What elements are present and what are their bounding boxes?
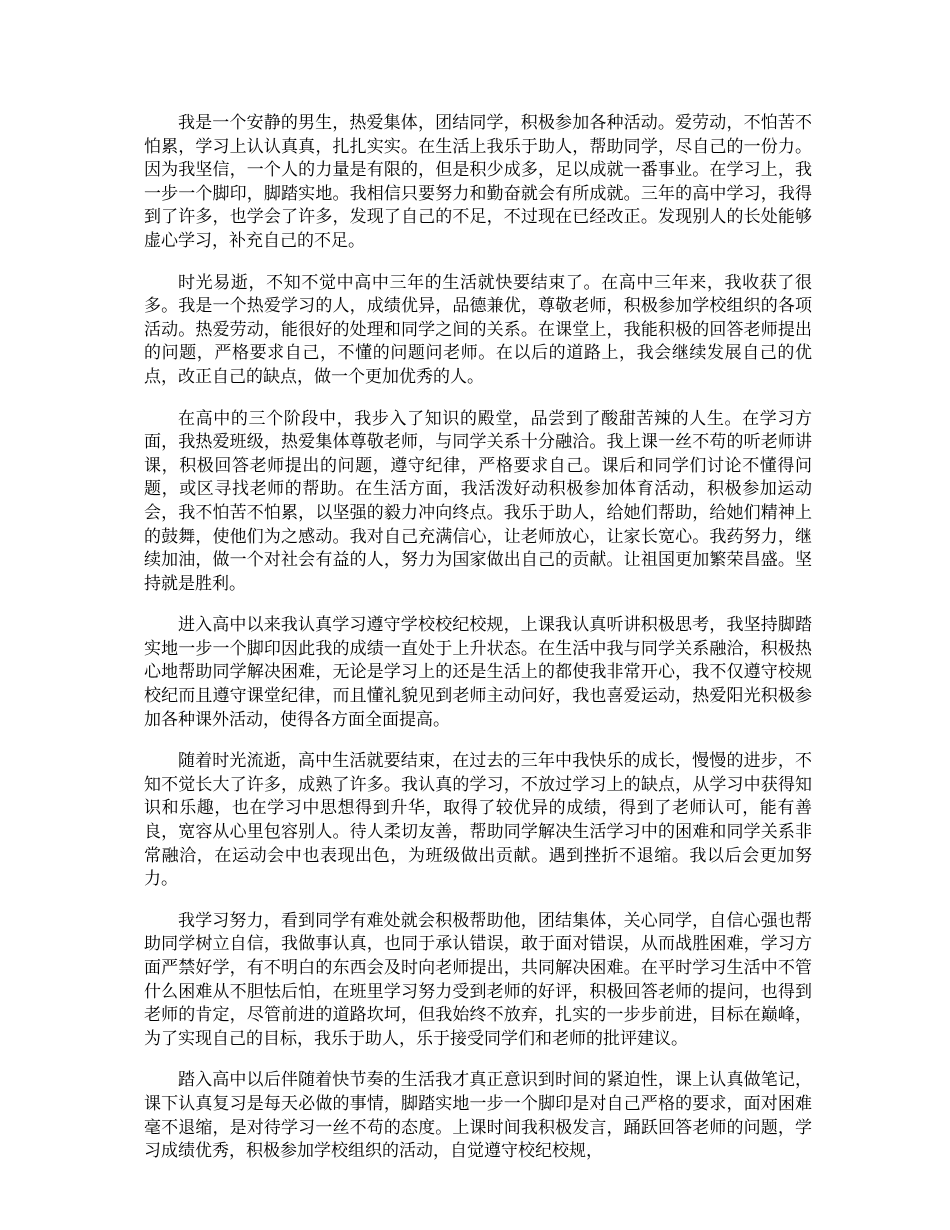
paragraph: 进入高中以来我认真学习遵守学校校纪校规，上课我认真听讲积极思考，我坚持脚踏实地一步一个脚印因此我的成绩一直处于上升状态。在生活中我与同学关系融洽，积极热心地帮助同学解决困难，无论是学习上的还是生活上的都使我非常开心，我不仅遵守校规校纪而且遵守课堂纪律，而且懂礼貌见到老师主动问好，我也喜爱运动，热爱阳光积极参加各种课外活动，使得各方面全面提高。 — [144, 615, 812, 730]
paragraph: 我学习努力，看到同学有难处就会积极帮助他，团结集体，关心同学，自信心强也帮助同学树立自信，我做事认真，也同于承认错误，敢于面对错误，从而战胜困难，学习方面严禁好学，有不明白的东西会及时向老师提出，共同解决困难。在平时学习生活中不管什么困难从不胆怯后怕，在班里学习努力受到老师的好评，积极回答老师的提问，也得到老师的肯定，尽管前进的道路坎坷，但我始终不放弃，扎实的一步步前进，目标在巅峰，为了实现自己的目标，我乐于助人，乐于接受同学们和老师的批评建议。 — [144, 910, 812, 1049]
paragraph: 时光易逝，不知不觉中高中三年的生活就快要结束了。在高中三年来，我收获了很多。我是一个热爱学习的人，成绩优异，品德兼优，尊敬老师，积极参加学校组织的各项活动。热爱劳动，能很好的处理和同学之间的关系。在课堂上，我能积极的回答老师提出的问题，严格要求自己，不懂的问题问老师。在以后的道路上，我会继续发展自己的优点，改正自己的缺点，做一个更加优秀的人。 — [144, 272, 812, 387]
paragraph: 随着时光流逝，高中生活就要结束，在过去的三年中我快乐的成长，慢慢的进步，不知不觉长大了许多，成熟了许多。我认真的学习，不放过学习上的缺点，从学习中获得知识和乐趣，也在学习中思想得到升华，取得了较优异的成绩，得到了老师认可，能有善良，宽容从心里包容别人。待人柔切友善，帮助同学解决生活学习中的困难和同学关系非常融洽，在运动会中也表现出色，为班级做出贡献。遇到挫折不退缩。我以后会更加努力。 — [144, 751, 812, 890]
document-body — [144, 112, 812, 1182]
paragraph: 我是一个安静的男生，热爱集体，团结同学，积极参加各种活动。爱劳动，不怕苦不怕累，学习上认认真真，扎扎实实。在生活上我乐于助人，帮助同学，尽自己的一份力。因为我坚信，一个人的力量是有限的，但是积少成多，足以成就一番事业。在学习上，我一步一个脚印，脚踏实地。我相信只要努力和勤奋就会有所成就。三年的高中学习，我得到了许多，也学会了许多，发现了自己的不足，不过现在已经改正。发现别人的长处能够虚心学习，补充自己的不足。 — [144, 113, 812, 251]
paragraph: 在高中的三个阶段中，我步入了知识的殿堂，品尝到了酸甜苦辣的人生。在学习方面，我热爱班级，热爱集体尊敬老师，与同学关系十分融洽。我上课一丝不苟的听老师讲课，积极回答老师提出的问题，遵守纪律，严格要求自己。课后和同学们讨论不懂得问题，或区寻找老师的帮助。在生活方面，我活泼好动积极参加体育活动，积极参加运动会，我不怕苦不怕累，以坚强的毅力冲向终点。我乐于助人，给她们帮助，给她们精神上的鼓舞，使他们为之感动。我对自己充满信心，让老师放心，让家长宽心。我药努力，继续加油，做一个对社会有益的人，努力为国家做出自己的贡献。让祖国更加繁荣昌盛。坚持就是胜利。 — [144, 408, 812, 594]
paragraph: 踏入高中以后伴随着快节奏的生活我才真正意识到时间的紧迫性，课上认真做笔记，课下认真复习是每天必做的事情，脚踏实地一步一个脚印是对自己严格的要求，面对困难毫不退缩，是对待学习一丝不苟的态度。上课时间我积极发言，踊跃回答老师的问题，学习成绩优秀，积极参加学校组织的活动，自觉遵守校纪校规， — [144, 1070, 812, 1162]
